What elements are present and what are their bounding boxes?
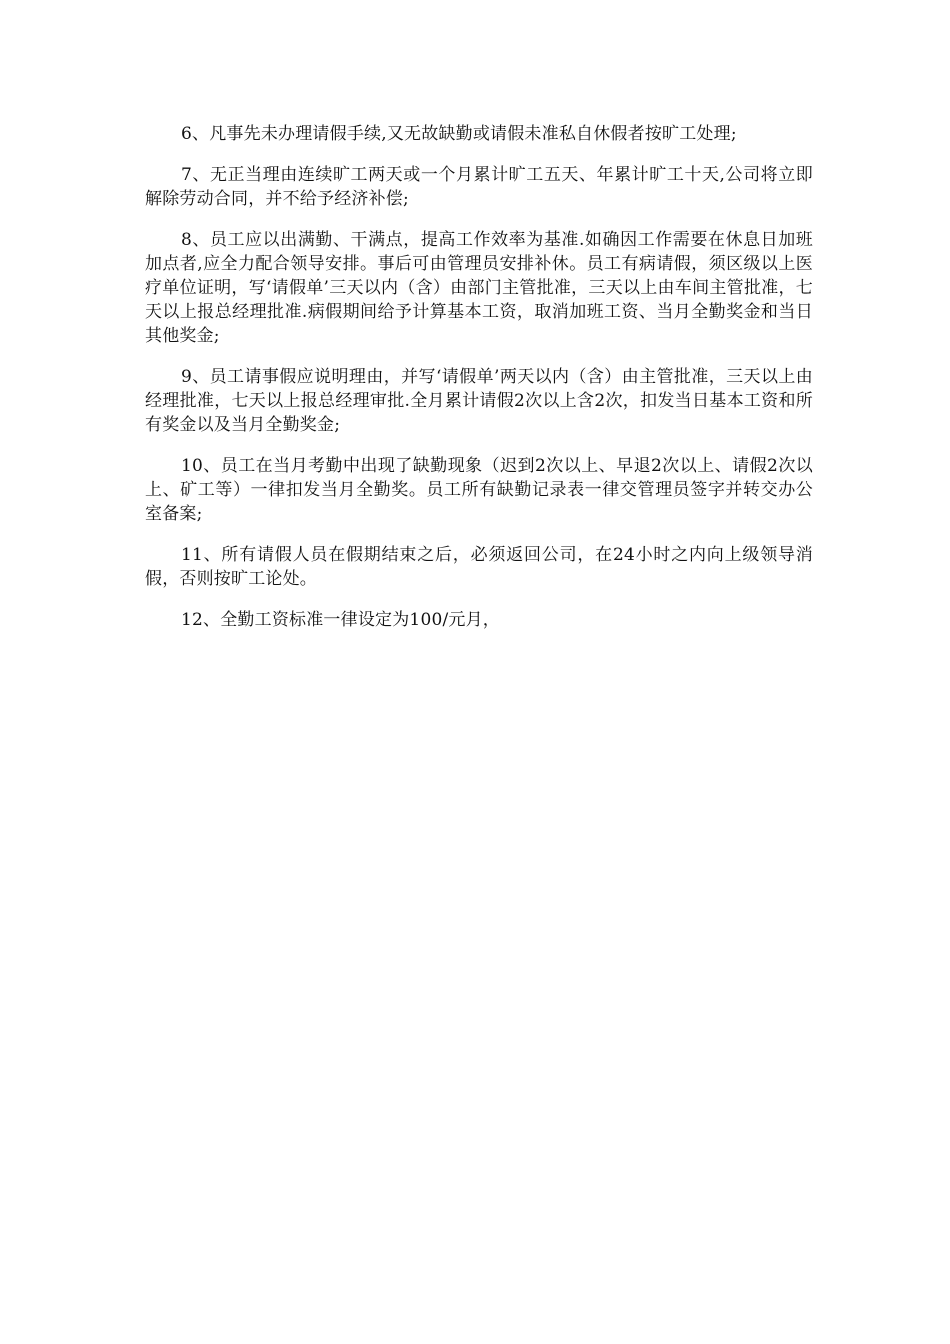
paragraph-10: 10、员工在当月考勤中出现了缺勤现象（迟到2次以上、早退2次以上、请假2次以上、矿工等）一律扣发当月全勤奖。员工所有缺勤记录表一律交管理员签字并转交办公室备案; [145,456,813,524]
paragraph-11: 11、所有请假人员在假期结束之后，必须返回公司，在24小时之内向上级领导消假，否则按旷工论处。 [145,545,813,589]
paragraph-8: 8、员工应以出满勤、干满点，提高工作效率为基准.如确因工作需要在休息日加班加点者,应全力配合领导安排。事后可由管理员安排补休。员工有病请假，须区级以上医疗单位证明，写‘请假单’三天以内（含）由部门主管批准，三天以上由车间主管批准，七天以上报总经理批准.病假期间给予计算基本工资，取消加班工资、当月全勤奖金和当日其他奖金; [145,230,813,346]
paragraph-12: 12、全勤工资标准一律设定为100/元月， [181,610,501,630]
paragraph-7: 7、无正当理由连续旷工两天或一个月累计旷工五天、年累计旷工十天,公司将立即解除劳动合同，并不给予经济补偿; [145,165,813,209]
paragraph-9: 9、员工请事假应说明理由，并写‘请假单’两天以内（含）由主管批准，三天以上由经理批准，七天以上报总经理审批.全月累计请假2次以上含2次，扣发当日基本工资和所有奖金以及当月全勤奖金; [145,367,813,435]
paragraph-6: 6、凡事先未办理请假手续,又无故缺勤或请假未准私自休假者按旷工处理; [181,124,737,144]
document-body [145,122,813,649]
